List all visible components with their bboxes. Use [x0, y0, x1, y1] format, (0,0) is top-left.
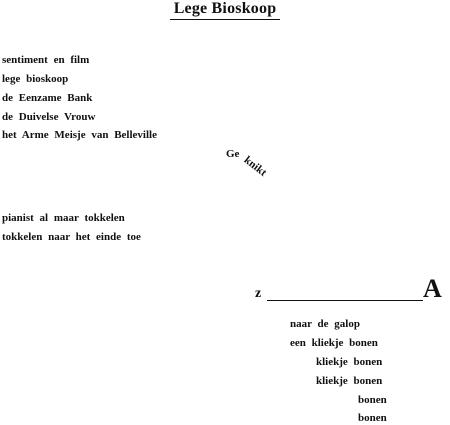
stanza3-line-2: een kliekje bonen — [290, 337, 378, 349]
stanza2-line-2: tokkelen naar het einde toe — [2, 231, 141, 243]
stanza1-line-4: de Duivelse Vrouw — [2, 111, 96, 123]
stanza3-line-1: naar de galop — [290, 318, 360, 330]
stanza3-line-3: kliekje bonen — [316, 356, 383, 368]
stanza2-line-1: pianist al maar tokkelen — [2, 212, 125, 224]
stanza1-line-2: lege bioskoop — [2, 73, 69, 85]
geknikt-part1: Ge — [226, 148, 240, 160]
stanza1-line-5: het Arme Meisje van Belleville — [2, 129, 157, 141]
z-to-a-line — [267, 300, 423, 301]
stanza1-line-3: de Eenzame Bank — [2, 92, 93, 104]
title-underline — [170, 19, 280, 20]
stanza3-line-6: bonen — [358, 412, 387, 424]
stanza3-line-4: kliekje bonen — [316, 375, 383, 387]
z-letter: z — [255, 286, 262, 301]
a-letter: A — [423, 274, 442, 303]
stanza3-line-5: bonen — [358, 394, 387, 406]
geknikt-part2: knikt — [241, 154, 269, 179]
poem-title: Lege Bioskoop — [173, 0, 277, 17]
stanza1-line-1: sentiment en film — [2, 54, 90, 66]
